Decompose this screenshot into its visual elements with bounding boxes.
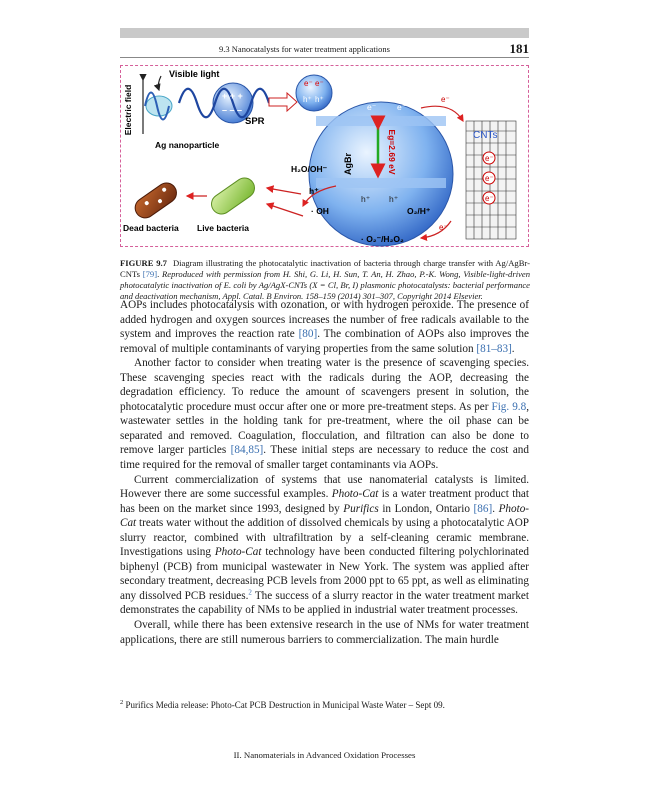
hole-label-5: h⁺ xyxy=(309,186,319,196)
dead-bacteria-label: Dead bacteria xyxy=(123,223,179,233)
electron-label-2: e⁻ xyxy=(315,79,324,88)
photocatalysis-diagram xyxy=(121,66,530,248)
electron-label-1: e⁻ xyxy=(304,79,313,88)
paragraph-4: Overall, while there has been extensive research in the use of NMs for water treatment applications, there are still numerous barriers to commercialization. The main hurdle xyxy=(120,619,529,646)
hole-label-3: h⁺ xyxy=(361,194,371,204)
ag-nanoparticle-label: Ag nanoparticle xyxy=(155,140,220,150)
h2o-oh-label: H₂O/OH⁻ xyxy=(291,164,328,174)
cnts-label: CNTs xyxy=(473,130,498,141)
ref-81-83[interactable]: [81–83] xyxy=(476,342,512,355)
ref-84-85[interactable]: [84,85] xyxy=(230,444,264,457)
paragraph-1: AOPs includes photocatalysis with ozonation, or with hydrogen peroxide. The presence of added hydrogen and oxygen sources increases the number of free radicals available to the system and improves the reaction rate [80]. The combination of AOPs also improves the removal of multiple contaminants of varying properties from the same solution [81–83]. xyxy=(120,299,529,355)
figure-caption: FIGURE 9.7 Diagram illustrating the photocatalytic inactivation of bacteria through charge transfer with Ag/AgBr-CNTs [79]. Reproduced with permission from H. Shi, G. Li, H. Sun, T. An, H. Zhao, P.-K. Wong, Visible-light-driven photocatalytic inactivation of E. coli by Ag/AgX-CNTs (X = Cl, Br, I) plasmonic photocatalysts: bacterial performance and deactivation mechanism, Appl. Catal. B Environ. 158–159 (2014) 301–307, Copyright 2014 Elsevier. xyxy=(120,258,531,301)
ref-86[interactable]: [86] xyxy=(473,502,493,515)
running-title: 9.3 Nanocatalysts for water treatment applications xyxy=(219,44,390,54)
header-bar xyxy=(120,28,529,38)
cnt-electron-3: e⁻ xyxy=(485,194,494,203)
electron-label-3: e⁻ xyxy=(367,102,377,112)
radical-attack-arrow-1 xyxy=(267,188,301,194)
header-rule xyxy=(120,57,529,58)
svg-text:– – –: – – – xyxy=(222,105,243,115)
ref-80[interactable]: [80] xyxy=(298,328,318,341)
spr-label: SPR xyxy=(245,116,265,127)
hole-label-2: h⁺ xyxy=(315,95,324,104)
electric-field-label: Electric field xyxy=(123,84,133,136)
radical-attack-arrow-2 xyxy=(267,204,303,216)
footnote-text: Purifics Media release: Photo-Cat PCB Destruction in Municipal Waste Water – Sept 09. xyxy=(125,700,445,710)
conduction-band xyxy=(316,116,446,126)
live-bacterium xyxy=(208,174,259,218)
electron-label-6: e⁻ xyxy=(439,223,448,232)
hole-label-4: h⁺ xyxy=(389,194,399,204)
visible-light-label: Visible light xyxy=(169,69,220,79)
electron-label-5: e⁻ xyxy=(441,95,450,104)
fig-9-8-link[interactable]: Fig. 9.8 xyxy=(491,400,527,413)
caption-text: Diagram illustrating the photocatalytic inactivation of bacteria through charge transfer with Ag/AgBr-CNTs xyxy=(120,258,530,279)
spr-arrow xyxy=(269,93,297,111)
footnote-ref-2[interactable]: 2 xyxy=(248,588,252,597)
caption-ref[interactable]: [79] xyxy=(142,269,158,279)
cnt-electron-2: e⁻ xyxy=(485,174,494,183)
dead-bacterium xyxy=(131,179,180,222)
body-text xyxy=(120,298,529,647)
agbr-label: AgBr xyxy=(343,153,353,175)
page-number: 181 xyxy=(509,41,529,56)
svg-text:+ + +: + + + xyxy=(222,91,243,101)
figure-label: FIGURE 9.7 xyxy=(120,258,167,268)
oh-radical-label: · OH xyxy=(311,206,329,216)
o2-h2o2-label: · O₂⁻/H₂O₂ xyxy=(361,234,404,244)
ag-sphere-small xyxy=(296,75,332,111)
band-gap-label: Eg=2.69 eV xyxy=(387,129,397,175)
page-footer: II. Nanomaterials in Advanced Oxidation Processes xyxy=(233,750,416,760)
cnt-electron-1: e⁻ xyxy=(485,154,494,163)
light-arrow xyxy=(158,76,161,90)
caption-permission: Reproduced with permission from H. Shi, G. Li, H. Sun, T. An, H. Zhao, P.-K. Wong, Visible-light-driven photocatalytic inactivation of E. coli by Ag/AgX-CNTs (X = Cl, Br, I) plasmonic photocatalysts: bacterial performance and deactivation mechanism, Appl. Catal. B Environ. 158–159 (2014) 301–307, Copyright 2014 Elsevier. xyxy=(120,269,531,301)
o2-h-label: O₂/H⁺ xyxy=(407,206,431,216)
hole-label-1: h⁺ xyxy=(303,95,312,104)
figure-9-7 xyxy=(120,65,529,247)
page-header xyxy=(120,42,529,58)
footnote xyxy=(120,699,529,710)
footnote-mark: 2 xyxy=(120,699,124,706)
electron-label-4: e⁻ xyxy=(397,102,407,112)
paragraph-3: Current commercialization of systems that use nanomaterial catalysts is limited. However there are some successful examples. Photo-Cat is a water treatment product that has been on the market since 1993, designed by Purifics in London, Ontario [86]. Photo-Cat treats water without the addition of dissolved chemicals by using a photocatalytic AOP slurry reactor, combined with ultrafiltration by a self-cleaning ceramic membrane. Investigations using Photo-Cat technology have been conducted filtering polychlorinated biphenyl (PCB) from municipal wastewater in New York. The system was applied after secondary treatment, decreasing PCB levels from 2000 ppt to 65 ppt, as well as eliminating any dissolved PCB residues.$^2$ The success of a slurry reactor in the water treatment market demonstrates the capability of NMs to be applied in industrial water treatment processes. xyxy=(120,473,530,617)
paragraph-2: Another factor to consider when treating water is the presence of scavenging species. These scavenging species react with the radicals during the AOP, decreasing the degradation efficiency. To reduce the amount of scavengers present in solution, the photocatalytic procedure must occur after one or more pre-treatment steps. As per Fig. 9.8, wastewater settles in the holding tank for pre-treatment, where the oil phase can be separated and removed. Coagulation, flocculation, and filtration can also be done to remove larger particles [84,85]. These initial steps are necessary to reduce the cost and time required for the removal of smaller target contaminants via AOPs. xyxy=(120,357,529,472)
live-bacteria-label: Live bacteria xyxy=(197,223,249,233)
